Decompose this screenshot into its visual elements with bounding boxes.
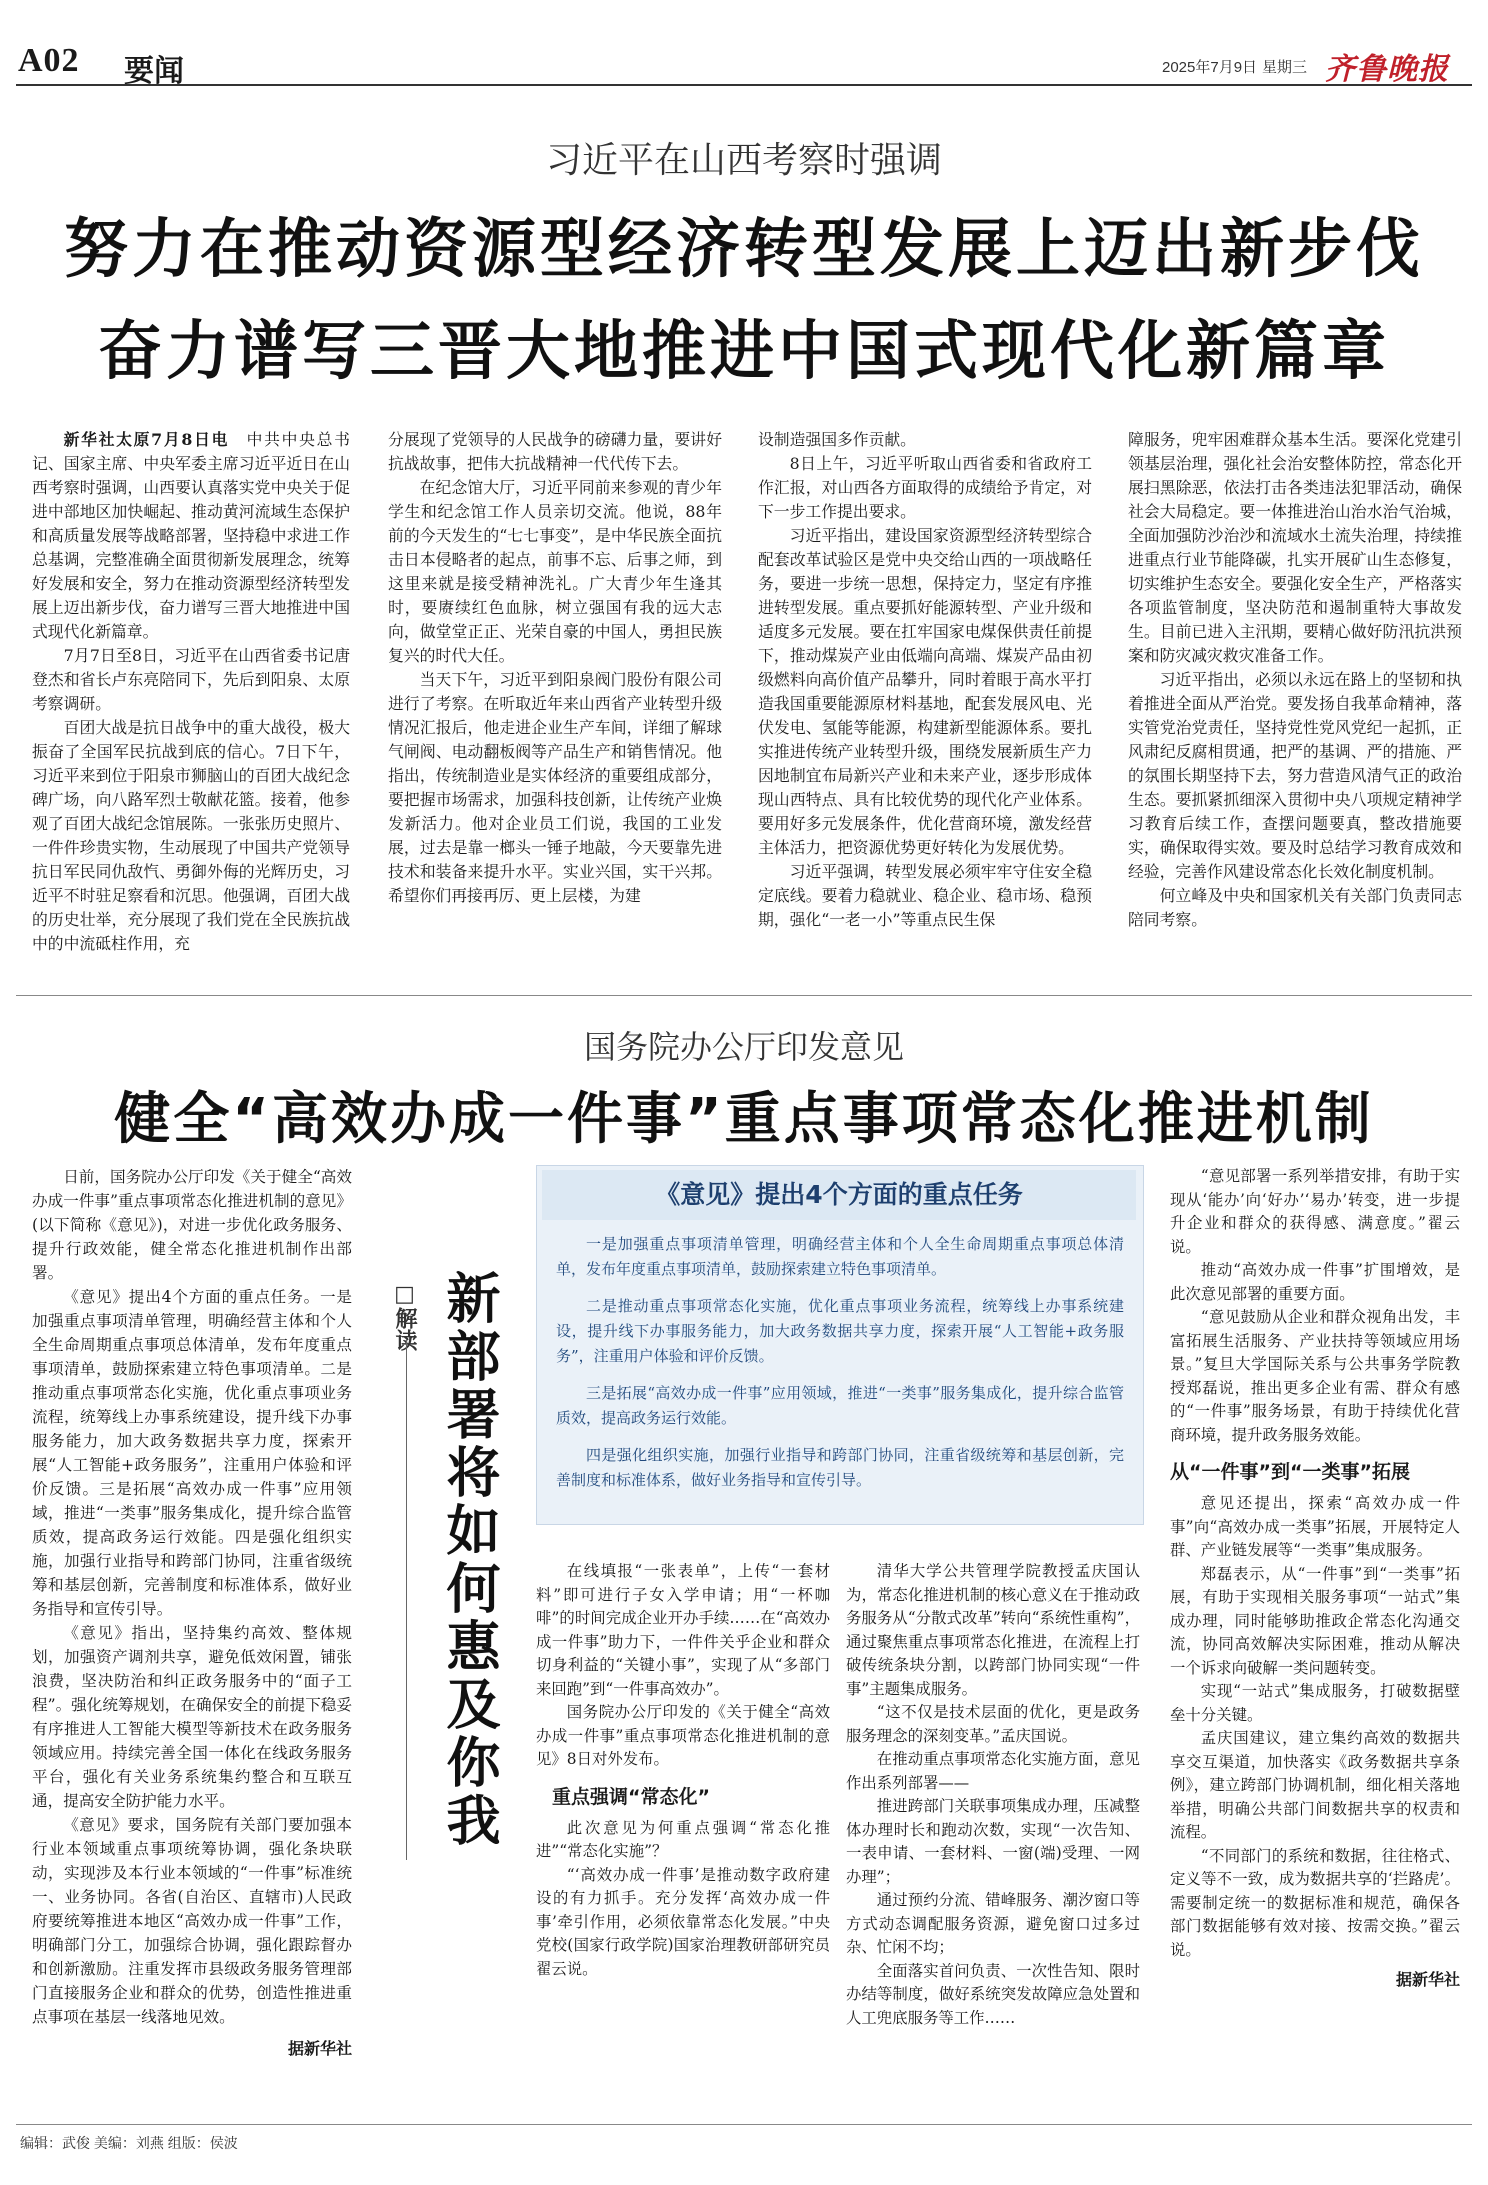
paragraph: 当天下午，习近平到阳泉阀门股份有限公司进行了考察。在听取近年来山西省产业转型升级情况汇报后，他走进企业生产车间，详细了解球气闸阀、电动翻板阀等产品生产和销售情况。他指出，传统制造业是实体经济的重要组成部分，要把握市场需求，加强科技创新，让传统产业焕发新活力。他对企业员工们说，我国的工业发展，过去是靠一榔头一锤子地敲，今天要靠先进技术和装备来提升水平。实业兴国，实干兴邦。希望你们再接再厉、更上层楼，为建	[388, 670, 722, 905]
paragraph: “不同部门的系统和数据，往往格式、定义等不一致，成为数据共享的‘拦路虎’。需要制定统一的数据标准和规范，确保各部门数据能够有效对接、按需交换。”翟云说。	[1170, 1846, 1460, 1959]
analysis-column-b	[846, 1560, 1140, 2030]
key-task-item: 四是强化组织实施，加强行业指导和跨部门协同，注重省级统筹和基层创新，完善制度和标准体系，做好业务指导和宣传引导。	[556, 1446, 1124, 1489]
paragraph: 意见还提出，探索“高效办成一件事”向“高效办成一类事”拓展，开展特定人群、产业链发展等“一类事”集成服务。	[1170, 1494, 1460, 1559]
newspaper-logo: 齐鲁晚报	[1325, 52, 1449, 87]
analysis-column-a	[536, 1560, 830, 1981]
paragraph: 日前，国务院办公厅印发《关于健全“高效办成一件事”重点事项常态化推进机制的意见》(以下简称《意见》)，对进一步优化政务服务、提升行政效能，健全常态化推进机制作出部署。	[32, 1168, 352, 1282]
paragraph: 推进跨部门关联事项集成办理，压减整体办理时长和跑动次数，实现“一次告知、一表申请、一套材料、一窗(端)受理、一网办理”；	[846, 1797, 1140, 1886]
paragraph: 国务院办公厅印发的《关于健全“高效办成一件事”重点事项常态化推进机制的意见》8日对外发布。	[536, 1703, 830, 1768]
paragraph: 百团大战是抗日战争中的重大战役，极大振奋了全国军民抗战到底的信心。7日下午，习近平来到位于阳泉市狮脑山的百团大战纪念碑广场，向八路军烈士敬献花篮。接着，他参观了百团大战纪念馆展陈。一张张历史照片、一件件珍贵实物，生动展现了中国共产党领导抗日军民同仇敌忾、勇御外侮的光辉历史，习近平不时驻足察看和沉思。他强调，百团大战的历史壮举，充分展现了我们党在全民族抗战中的中流砥柱作用，充	[32, 718, 350, 953]
paragraph: 通过预约分流、错峰服务、潮汐窗口等方式动态调配服务资源，避免窗口过多过杂、忙闲不均；	[846, 1891, 1140, 1956]
paragraph: 中共中央总书记、国家主席、中央军委主席习近平近日在山西考察时强调，山西要认真落实党中央关于促进中部地区加快崛起、推动黄河流域生态保护和高质量发展等战略部署，坚持稳中求进工作总基调，完整准确全面贯彻新发展理念，统筹好发展和安全，努力在推动资源型经济转型发展上迈出新步伐，奋力谱写三晋大地推进中国式现代化新篇章。	[32, 430, 350, 641]
paragraph: 全面落实首问负责、一次性告知、限时办结等制度，做好系统突发故障应急处置和人工兜底服务等工作……	[846, 1961, 1140, 2027]
masthead	[0, 0, 1488, 89]
analysis-divider	[406, 1340, 407, 1860]
story1-column-4	[1128, 428, 1462, 932]
key-task-item: 三是拓展“高效办成一件事”应用领域，推进“一类事”服务集成化，提升综合监管质效，提高政务运行效能。	[556, 1384, 1124, 1427]
paragraph: “意见部署一系列举措安排，有助于实现从‘能办’向‘好办’‘易办’转变，进一步提升企业和群众的获得感、满意度。”翟云说。	[1170, 1167, 1460, 1256]
masthead-rule	[16, 84, 1472, 86]
paragraph: 设制造强国多作贡献。	[758, 430, 916, 449]
paragraph: 郑磊表示，从“一件事”到“一类事”拓展，有助于实现相关服务事项“一站式”集成办理，同时能够助推政企常态化沟通交流，协同高效解决实际困难，推动从解决一个诉求向破解一类问题转变。	[1170, 1564, 1460, 1677]
paragraph: 何立峰及中央和国家机关有关部门负责同志陪同考察。	[1128, 886, 1462, 929]
story1-kicker: 习近平在山西考察时强调	[545, 140, 942, 181]
byline: 据新华社	[287, 2039, 352, 2058]
paragraph: 分展现了党领导的人民战争的磅礴力量，要讲好抗战故事，把伟大抗战精神一代代传下去。	[388, 430, 722, 473]
story1-column-3	[758, 428, 1092, 932]
analysis-subhead: 重点强调“常态化”	[552, 1785, 710, 1808]
key-tasks-text	[556, 1232, 1124, 1505]
footer-rule	[16, 2124, 1472, 2125]
footer-credits: 编辑：武俊 美编：刘燕 组版：侯波	[20, 2135, 238, 2151]
paragraph: 障服务，兜牢困难群众基本生活。要深化党建引领基层治理，强化社会治安整体防控，常态化开展扫黑除恶，依法打击各类违法犯罪活动，确保社会大局稳定。要一体推进治山治水治气治城，全面加强防沙治沙和流域水土流失治理，持续推进重点行业节能降碳，扎实开展矿山生态修复，切实维护生态安全。要强化安全生产，严格落实各项监管制度，坚决防范和遏制重特大事故发生。目前已进入主汛期，要精心做好防汛抗洪预案和防灾减灾救灾准备工作。	[1128, 430, 1462, 665]
paragraph: 推动“高效办成一件事”扩围增效，是此次意见部署的重要方面。	[1170, 1261, 1460, 1303]
paragraph: 实现“一站式”集成服务，打破数据壁垒十分关键。	[1170, 1682, 1460, 1724]
paragraph: 在推动重点事项常态化实施方面，意见作出系列部署——	[846, 1750, 1140, 1792]
story-divider	[16, 995, 1472, 996]
paragraph: 《意见》要求，国务院有关部门要加强本行业本领域重点事项统筹协调，强化条块联动，实现涉及本行业本领域的“一件事”标准统一、业务协同。各省(自治区、直辖市)人民政府要统筹推进本地区“高效办成一件事”工作，明确部门分工，加强综合协调，强化跟踪督办和创新激励。注重发挥市县级政务服务管理部门直接服务企业和群众的优势，创造性推进重点事项在基层一线落地见效。	[32, 1816, 352, 2026]
paragraph: 7月7日至8日，习近平在山西省委书记唐登杰和省长卢东亮陪同下，先后到阳泉、太原考察调研。	[32, 646, 350, 713]
analysis-subhead: 从“一件事”到“一类事”拓展	[1170, 1461, 1410, 1483]
paragraph: 在纪念馆大厅，习近平同前来参观的青少年学生和纪念馆工作人员亲切交流。他说，88年前的今天发生的“七七事变”，是中华民族全面抗击日本侵略者的起点，前事不忘、后事之师，到这里来就是接受精神洗礼。广大青少年生逢其时，要赓续红色血脉，树立强国有我的远大志向，做堂堂正正、光荣自豪的中国人，勇担民族复兴的时代大任。	[388, 478, 722, 665]
paragraph: 清华大学公共管理学院教授孟庆国认为，常态化推进机制的核心意义在于推动政务服务从“分散式改革”转向“系统性重构”，通过聚焦重点事项常态化推进，在流程上打破传统条块分割，以跨部门协同实现“一件事”主题集成服务。	[846, 1562, 1140, 1698]
story1-column-2	[388, 428, 722, 908]
story1-headline-line2: 奋力谱写三晋大地推进中国式现代化新篇章	[98, 315, 1390, 389]
issue-date: 2025年7月9日	[1162, 59, 1258, 76]
key-task-item: 一是加强重点事项清单管理，明确经营主体和个人全生命周期重点事项总体清单，发布年度重点事项清单，鼓励探索建立特色事项清单。	[556, 1235, 1124, 1278]
analysis-tag: □解读	[392, 1282, 417, 1351]
paragraph: “‘高效办成一件事’是推动数字政府建设的有力抓手。充分发挥‘高效办成一件事’牵引作用，必须依靠常态化发展。”中央党校(国家行政学院)国家治理教研部研究员翟云说。	[536, 1865, 830, 1978]
analysis-title: 新部署将如何惠及你我	[438, 1270, 501, 1850]
page-number: A02	[18, 42, 80, 79]
issue-weekday: 星期三	[1262, 59, 1308, 76]
story1-headline-line1: 努力在推动资源型经济转型发展上迈出新步伐	[64, 213, 1424, 287]
analysis-column-c	[1170, 1165, 1460, 1992]
story2-kicker: 国务院办公厅印发意见	[583, 1028, 904, 1066]
key-task-item: 二是推动重点事项常态化实施，优化重点事项业务流程，统筹线上办事系统建设，提升线下办事服务能力，加大政务数据共享力度，探索开展“人工智能+政务服务”，注重用户体验和评价反馈。	[556, 1297, 1124, 1365]
key-tasks-title: 《意见》提出4个方面的重点任务	[542, 1170, 1136, 1220]
dateline: 新华社太原7月8日电	[63, 430, 230, 449]
paragraph: 习近平指出，必须以永远在路上的坚韧和执着推进全面从严治党。要发扬自我革命精神，落实管党治党责任，坚持党性党风党纪一起抓，正风肃纪反腐相贯通，把严的基调、严的措施、严的氛围长期坚持下去，努力营造风清气正的政治生态。要抓紧抓细深入贯彻中央八项规定精神学习教育后续工作，查摆问题要真，整改措施要实，确保取得实效。要及时总结学习教育成效和经验，完善作风建设常态化长效化制度机制。	[1128, 670, 1462, 881]
byline: 据新华社	[1395, 1970, 1460, 1989]
section-name: 要闻	[124, 54, 184, 89]
story1-column-1	[32, 428, 350, 956]
paragraph: “这不仅是技术层面的优化，更是政务服务理念的深刻变革。”孟庆国说。	[846, 1703, 1140, 1745]
paragraph: 孟庆国建议，建立集约高效的数据共享交互渠道，加快落实《政务数据共享条例》，建立跨部门协调机制，细化相关落地举措，明确公共部门间数据共享的权责和流程。	[1170, 1729, 1460, 1841]
paragraph: 《意见》指出，坚持集约高效、整体规划，加强资产调剂共享，避免低效闲置，铺张浪费，坚决防治和纠正政务服务中的“面子工程”。强化统筹规划，在确保安全的前提下稳妥有序推进人工智能大模型等新技术在政务服务领域应用。持续完善全国一体化在线政务服务平台，强化有关业务系统集约整合和互联互通，提高安全防护能力水平。	[32, 1624, 352, 1810]
paragraph: 在线填报“一张表单”，上传“一套材料”即可进行子女入学申请；用“一杯咖啡”的时间完成企业开办手续……在“高效办成一件事”助力下，一件件关乎企业和群众切身利益的“关键小事”，实现了从“多部门来回跑”到“一件事高效办”。	[536, 1562, 830, 1698]
paragraph: 习近平指出，建设国家资源型经济转型综合配套改革试验区是党中央交给山西的一项战略任务，要进一步统一思想，保持定力，坚定有序推进转型发展。重点要抓好能源转型、产业升级和适度多元发展。要在扛牢国家电煤保供责任前提下，推动煤炭产业由低端向高端、煤炭产品由初级燃料向高价值产品攀升，同时着眼于高水平打造我国重要能源原材料基地，配套发展风电、光伏发电、氢能等能源，构建新型能源体系。要扎实推进传统产业转型升级，围绕发展新质生产力因地制宜布局新兴产业和未来产业，逐步形成体现山西特点、具有比较优势的现代化产业体系。要用好多元发展条件，优化营商环境，激发经营主体活力，把资源优势更好转化为发展优势。	[758, 526, 1092, 857]
paragraph: 习近平强调，转型发展必须牢牢守住安全稳定底线。要着力稳就业、稳企业、稳市场、稳预期，强化“一老一小”等重点民生保	[758, 862, 1092, 929]
paragraph: “意见鼓励从企业和群众视角出发，丰富拓展生活服务、产业扶持等领域应用场景。”复旦大学国际关系与公共事务学院教授郑磊说，推出更多企业有需、群众有感的“一件事”服务场景，有助于持续优化营商环境，提升政务服务效能。	[1170, 1308, 1460, 1444]
story2-headline: 健全“高效办成一件事”重点事项常态化推进机制	[114, 1087, 1374, 1152]
story2-column-1	[32, 1165, 352, 2061]
paragraph: 此次意见为何重点强调“常态化推进”“常态化实施”？	[536, 1818, 830, 1860]
paragraph: 8日上午，习近平听取山西省委和省政府工作汇报，对山西各方面取得的成绩给予肯定，对下一步工作提出要求。	[758, 454, 1092, 521]
paragraph: 《意见》提出4个方面的重点任务。一是加强重点事项清单管理，明确经营主体和个人全生命周期重点事项总体清单，发布年度重点事项清单，鼓励探索建立特色事项清单。二是推动重点事项常态化实施，优化重点事项业务流程，统筹线上办事系统建设，提升线下办事服务能力，加大政务数据共享力度，探索开展“人工智能+政务服务”，注重用户体验和评价反馈。三是拓展“高效办成一件事”应用领域，推进“一类事”服务集成化，提升综合监管质效，提高政务运行效能。四是强化组织实施，加强行业指导和跨部门协同，注重省级统筹和基层创新，完善制度和标准体系，做好业务指导和宣传引导。	[32, 1288, 352, 1618]
